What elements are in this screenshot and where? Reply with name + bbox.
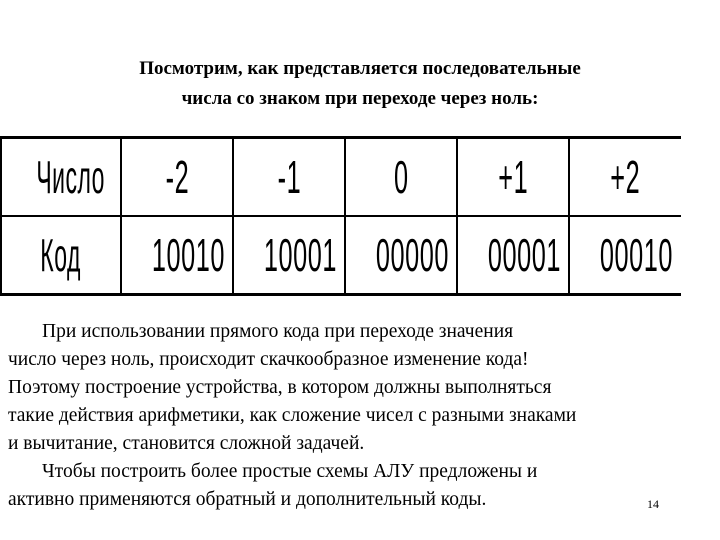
table-cell: 00000 bbox=[345, 216, 457, 295]
table-header-code: Код bbox=[1, 216, 121, 295]
table-cell: -1 bbox=[233, 138, 345, 217]
paragraph-direct-code bbox=[8, 318, 708, 458]
table-cell: 0 bbox=[345, 138, 457, 217]
paragraph-alu bbox=[8, 458, 708, 514]
table-cell: 10010 bbox=[121, 216, 233, 295]
code-table bbox=[0, 136, 681, 296]
paragraph-line: активно применяются обратный и дополнительный коды. bbox=[8, 489, 487, 510]
slide-title bbox=[40, 54, 680, 114]
table-header-number: Число bbox=[1, 138, 121, 217]
title-line-2: числа со знаком при переходе через ноль: bbox=[181, 88, 539, 109]
page-number: 14 bbox=[647, 497, 659, 511]
paragraph-line: При использовании прямого кода при переходе значения bbox=[42, 321, 514, 342]
table-cell: +1 bbox=[457, 138, 569, 217]
table-cell: 00001 bbox=[457, 216, 569, 295]
paragraph-line: число через ноль, происходит скачкообразное изменение кода! bbox=[8, 349, 529, 370]
title-line-1: Посмотрим, как представляется последовательные bbox=[139, 58, 581, 79]
table-row-number bbox=[1, 138, 681, 217]
table-row-code bbox=[1, 216, 681, 295]
table-cell: -2 bbox=[121, 138, 233, 217]
paragraph-line: и вычитание, становится сложной задачей. bbox=[8, 433, 365, 454]
paragraph-line: такие действия арифметики, как сложение чисел с разными знаками bbox=[8, 405, 577, 426]
paragraph-line: Чтобы построить более простые схемы АЛУ предложены и bbox=[42, 461, 538, 482]
table-cell: 00010 bbox=[569, 216, 681, 295]
table-cell: 10001 bbox=[233, 216, 345, 295]
paragraph-line: Поэтому построение устройства, в котором должны выполняться bbox=[8, 377, 552, 398]
table-cell: +2 bbox=[569, 138, 681, 217]
